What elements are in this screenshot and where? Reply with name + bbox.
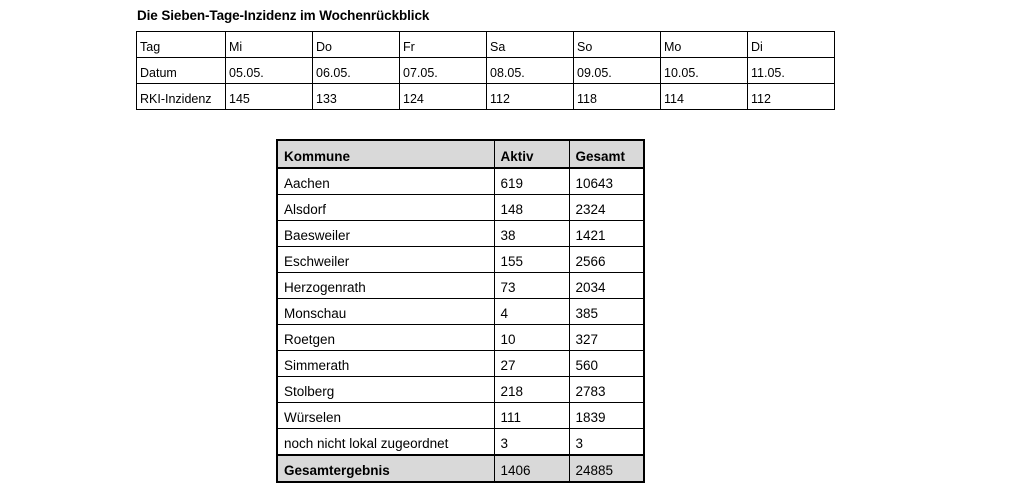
column-header-kommune: Kommune [277, 140, 494, 168]
cell-kommune-gesamt: 10643 [569, 168, 644, 195]
cell-kommune-aktiv: 218 [494, 377, 569, 403]
cell-kommune-name: Simmerath [277, 351, 494, 377]
cell-kommune-name: Würselen [277, 403, 494, 429]
table-row [137, 84, 835, 110]
cell-tag-4: So [574, 32, 661, 58]
table-row [277, 195, 644, 221]
cell-kommune-gesamt: 560 [569, 351, 644, 377]
cell-kommune-aktiv: 10 [494, 325, 569, 351]
cell-tag-3: Sa [487, 32, 574, 58]
table-row [277, 299, 644, 325]
cell-datum-0: 05.05. [226, 58, 313, 84]
cell-inzidenz-0: 145 [226, 84, 313, 110]
cell-kommune-gesamt: 327 [569, 325, 644, 351]
cell-kommune-name: Stolberg [277, 377, 494, 403]
cell-inzidenz-2: 124 [400, 84, 487, 110]
cell-kommune-gesamt: 1421 [569, 221, 644, 247]
cell-kommune-aktiv: 38 [494, 221, 569, 247]
cell-kommune-aktiv: 111 [494, 403, 569, 429]
cell-kommune-gesamt: 2783 [569, 377, 644, 403]
table-row [277, 221, 644, 247]
cell-total-aktiv: 1406 [494, 455, 569, 482]
column-header-gesamt: Gesamt [569, 140, 644, 168]
row-label-tag: Tag [137, 32, 226, 58]
cell-kommune-gesamt: 2566 [569, 247, 644, 273]
cell-kommune-gesamt: 2034 [569, 273, 644, 299]
cell-inzidenz-4: 118 [574, 84, 661, 110]
incidence-table [136, 31, 835, 110]
cell-inzidenz-1: 133 [313, 84, 400, 110]
cell-kommune-gesamt: 3 [569, 429, 644, 456]
table-row [137, 58, 835, 84]
cell-kommune-aktiv: 155 [494, 247, 569, 273]
table-row [277, 273, 644, 299]
cell-kommune-gesamt: 385 [569, 299, 644, 325]
cell-kommune-name: Roetgen [277, 325, 494, 351]
incidence-section [136, 8, 835, 110]
cell-kommune-aktiv: 148 [494, 195, 569, 221]
row-label-rki-inzidenz: RKI-Inzidenz [137, 84, 226, 110]
cell-datum-5: 10.05. [661, 58, 748, 84]
cell-datum-3: 08.05. [487, 58, 574, 84]
cell-total-gesamt: 24885 [569, 455, 644, 482]
cell-datum-2: 07.05. [400, 58, 487, 84]
cell-kommune-gesamt: 2324 [569, 195, 644, 221]
table-header-row [277, 140, 644, 168]
cell-inzidenz-6: 112 [748, 84, 835, 110]
kommune-table [276, 139, 645, 483]
table-row [277, 429, 644, 456]
cell-tag-1: Do [313, 32, 400, 58]
cell-datum-1: 06.05. [313, 58, 400, 84]
cell-kommune-aktiv: 27 [494, 351, 569, 377]
cell-kommune-aktiv: 4 [494, 299, 569, 325]
cell-tag-5: Mo [661, 32, 748, 58]
cell-kommune-name: Aachen [277, 168, 494, 195]
incidence-title: Die Sieben-Tage-Inzidenz im Wochenrückblick [137, 8, 430, 23]
table-row [277, 168, 644, 195]
cell-tag-2: Fr [400, 32, 487, 58]
table-row [277, 377, 644, 403]
kommune-table-body [277, 168, 644, 482]
cell-kommune-name: Baesweiler [277, 221, 494, 247]
cell-kommune-aktiv: 3 [494, 429, 569, 456]
cell-kommune-name: Monschau [277, 299, 494, 325]
cell-kommune-name: Alsdorf [277, 195, 494, 221]
cell-datum-6: 11.05. [748, 58, 835, 84]
cell-kommune-name: Eschweiler [277, 247, 494, 273]
table-row [277, 247, 644, 273]
table-row [277, 403, 644, 429]
kommune-section [276, 139, 645, 483]
cell-kommune-gesamt: 1839 [569, 403, 644, 429]
cell-kommune-aktiv: 619 [494, 168, 569, 195]
cell-inzidenz-3: 112 [487, 84, 574, 110]
table-row [277, 351, 644, 377]
cell-datum-4: 09.05. [574, 58, 661, 84]
cell-tag-0: Mi [226, 32, 313, 58]
cell-inzidenz-5: 114 [661, 84, 748, 110]
cell-total-label: Gesamtergebnis [277, 455, 494, 482]
table-row [277, 325, 644, 351]
cell-kommune-name: Herzogenrath [277, 273, 494, 299]
cell-kommune-aktiv: 73 [494, 273, 569, 299]
table-row [137, 32, 835, 58]
cell-tag-6: Di [748, 32, 835, 58]
cell-kommune-name: noch nicht lokal zugeordnet [277, 429, 494, 456]
column-header-aktiv: Aktiv [494, 140, 569, 168]
row-label-datum: Datum [137, 58, 226, 84]
table-total-row [277, 455, 644, 482]
